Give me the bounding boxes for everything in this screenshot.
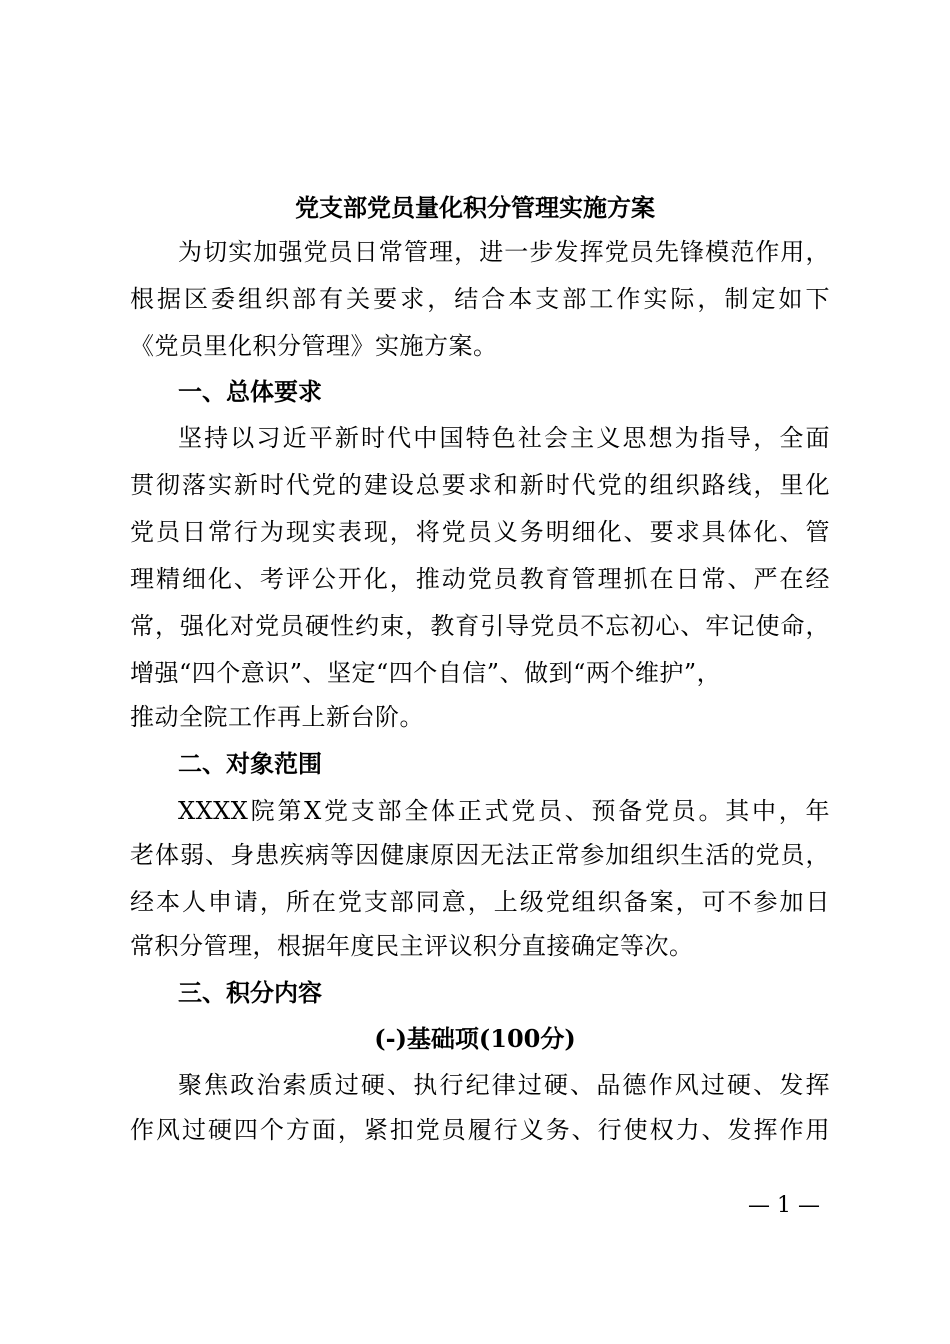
intro-line: 为切实加强党员日常管理，进一步发挥党员先锋模范作用， [178, 238, 830, 266]
paragraph-line: 聚焦政治索质过硬、执行纪律过硬、品德作风过硬、发挥 [178, 1071, 830, 1099]
section-heading-general-requirements: 一、总体要求 [178, 378, 322, 406]
paragraph-line: 理精细化、考评公开化，推动党员教育管理抓在日常、严在经 [130, 565, 830, 593]
paragraph-line: 常积分管理，根据年度民主评议积分直接确定等次。 [130, 932, 694, 960]
paragraph-line: 贯彻落实新时代党的建设总要求和新时代党的组织路线，里化 [130, 471, 830, 499]
section-heading-scope: 二、对象范围 [178, 750, 322, 778]
intro-line: 根据区委组织部有关要求，结合本支部工作实际，制定如下 [130, 285, 830, 313]
paragraph-line: 老体弱、身患疾病等因健康原因无法正常参加组织生活的党员， [130, 841, 830, 869]
page-number: — 1 — [748, 1193, 820, 1218]
paragraph-line: 作风过硬四个方面，紧扣党员履行义务、行使权力、发挥作用 [130, 1116, 830, 1144]
paragraph-line: 增强“四个意识”、坚定“四个自信”、做到“两个维护”， [130, 659, 722, 687]
paragraph-line: 推动全院工作再上新台阶。 [130, 703, 424, 731]
paragraph-line: 党员日常行为现实表现，将党员义务明细化、要求具体化、管 [130, 518, 830, 546]
intro-line: 《党员里化积分管理》实施方案。 [130, 332, 498, 360]
paragraph-line: 坚持以习近平新时代中国特色社会主义思想为指导，全面 [178, 424, 830, 452]
paragraph-line: XXXX院第X党支部全体正式党员、预备党员。其中，年 [178, 797, 830, 825]
subsection-heading-basic-items: (-)基础项(100分) [374, 1024, 576, 1053]
paragraph-line: 经本人申请，所在党支部同意，上级党组织备案，可不参加日 [130, 888, 830, 916]
paragraph-line: 常，强化对党员硬性约束，教育引导党员不忘初心、牢记使命， [130, 612, 830, 640]
section-heading-points-content: 三、积分内容 [178, 979, 322, 1007]
document-title: 党支部党员量化积分管理实施方案 [295, 193, 655, 222]
